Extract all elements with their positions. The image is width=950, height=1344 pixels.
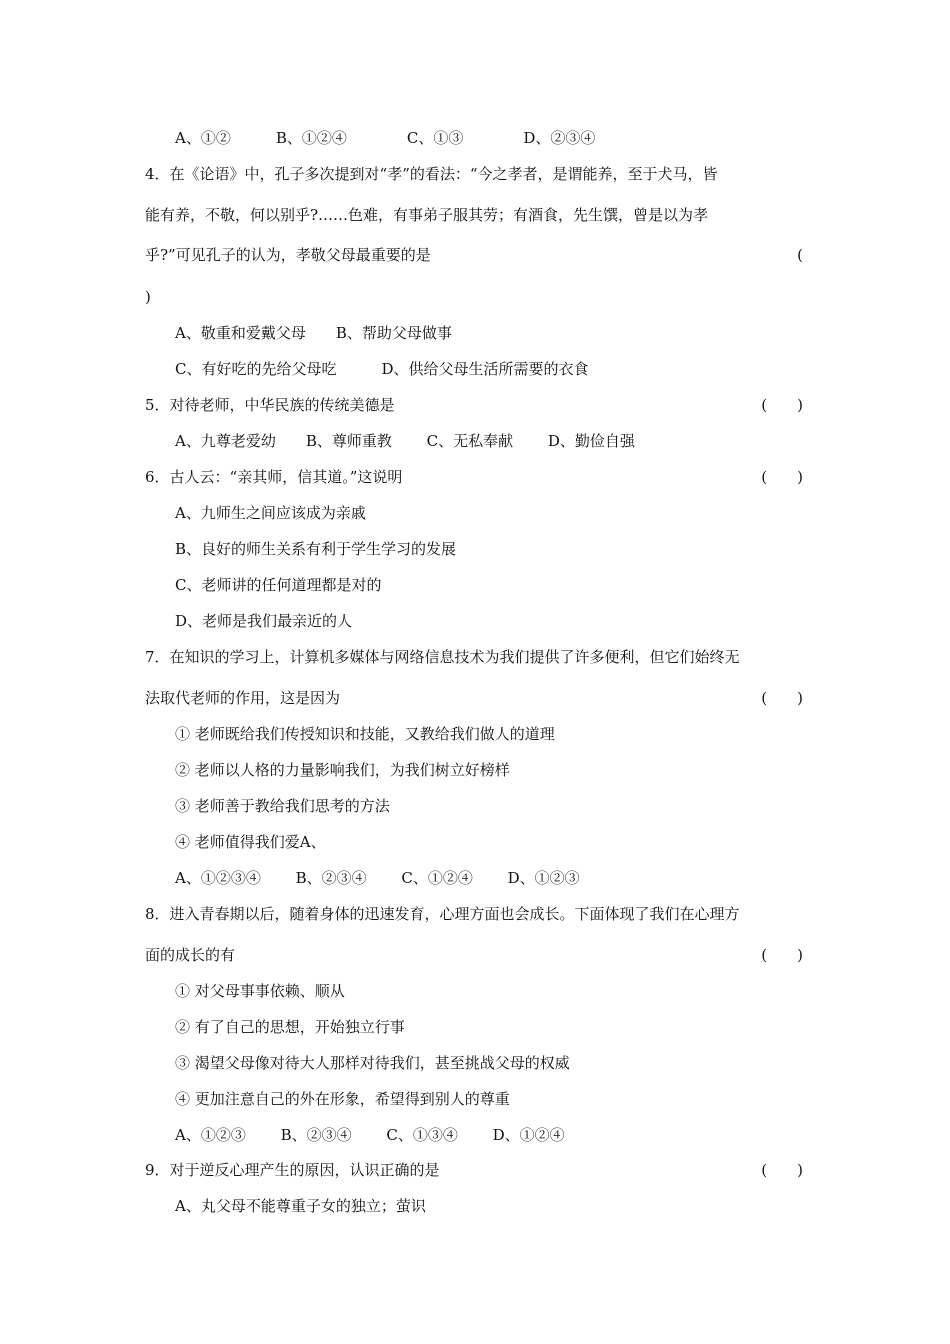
q8-item-2: ② 有了自己的思想，开始独立行事	[175, 1018, 405, 1036]
q4-stem-line1: 4．在《论语》中，孔子多次提到对“孝”的看法：“今之孝者，是谓能养，至于犬马，皆	[145, 165, 718, 183]
q8-options: A、①②③ B、②③④ C、①③④ D、①②④	[175, 1126, 565, 1144]
q6-option-d: D、老师是我们最亲近的人	[175, 612, 353, 630]
q4-stem-line2: 能有养，不敬，何以别乎?……色难，有事弟子服其劳；有酒食，先生馔，曾是以为孝	[145, 206, 709, 224]
q9-option-a: A、丸父母不能尊重子女的独立；萤识	[175, 1197, 426, 1215]
q5-options: A、九尊老爱幼 B、尊师重教 C、无私奉献 D、勤俭自强	[175, 432, 635, 450]
q8-item-4: ④ 更加注意自己的外在形象，希望得到别人的尊重	[175, 1090, 510, 1108]
q8-item-1: ① 对父母事事依赖、顺从	[175, 982, 345, 1000]
q5-stem: 5．对待老师，中华民族的传统美德是	[145, 396, 395, 414]
q6-stem: 6．古人云：“亲其师，信其道。”这说明	[145, 468, 403, 486]
q4-answer-paren-open: (	[797, 246, 803, 264]
q7-answer-paren: ( )	[761, 689, 803, 707]
q7-item-3: ③ 老师善于教给我们思考的方法	[175, 797, 390, 815]
q7-item-4: ④ 老师值得我们爱A、	[175, 833, 326, 851]
q7-stem-line1: 7．在知识的学习上，计算机多媒体与网络信息技术为我们提供了许多便利，但它们始终无	[145, 648, 740, 666]
q8-stem-line1: 8．进入青春期以后，随着身体的迅速发育，心理方面也会成长。下面体现了我们在心理方	[145, 905, 740, 923]
q8-item-3: ③ 渴望父母像对待大人那样对待我们，甚至挑战父母的权威	[175, 1054, 570, 1072]
q4-options-cd: C、有好吃的先给父母吃 D、供给父母生活所需要的衣食	[175, 360, 589, 378]
q4-answer-paren-close: )	[145, 288, 151, 306]
q7-item-2: ② 老师以人格的力量影响我们，为我们树立好榜样	[175, 761, 510, 779]
q7-options: A、①②③④ B、②③④ C、①②④ D、①②③	[175, 869, 580, 887]
q8-stem-line2: 面的成长的有	[145, 946, 236, 964]
q8-answer-paren: ( )	[761, 946, 803, 964]
q7-stem-line2: 法取代老师的作用，这是因为	[145, 689, 341, 707]
q6-option-b: B、良好的师生关系有利于学生学习的发展	[175, 540, 457, 558]
q6-option-a: A、九师生之间应该成为亲戚	[175, 504, 366, 522]
q6-answer-paren: ( )	[761, 468, 803, 486]
q7-item-1: ① 老师既给我们传授知识和技能，又教给我们做人的道理	[175, 725, 555, 743]
q4-stem-line3: 乎?”可见孔子的认为，孝敬父母最重要的是	[145, 246, 431, 264]
q6-option-c: C、老师讲的任何道理都是对的	[175, 576, 382, 594]
q9-stem: 9．对于逆反心理产生的原因，认识正确的是	[145, 1161, 440, 1179]
q9-answer-paren: ( )	[761, 1161, 803, 1179]
q4-options-ab: A、敬重和爱戴父母 B、帮助父母做事	[175, 324, 452, 342]
q5-answer-paren: ( )	[761, 396, 803, 414]
q3-options: A、①② B、①②④ C、①③ D、②③④	[175, 129, 596, 147]
